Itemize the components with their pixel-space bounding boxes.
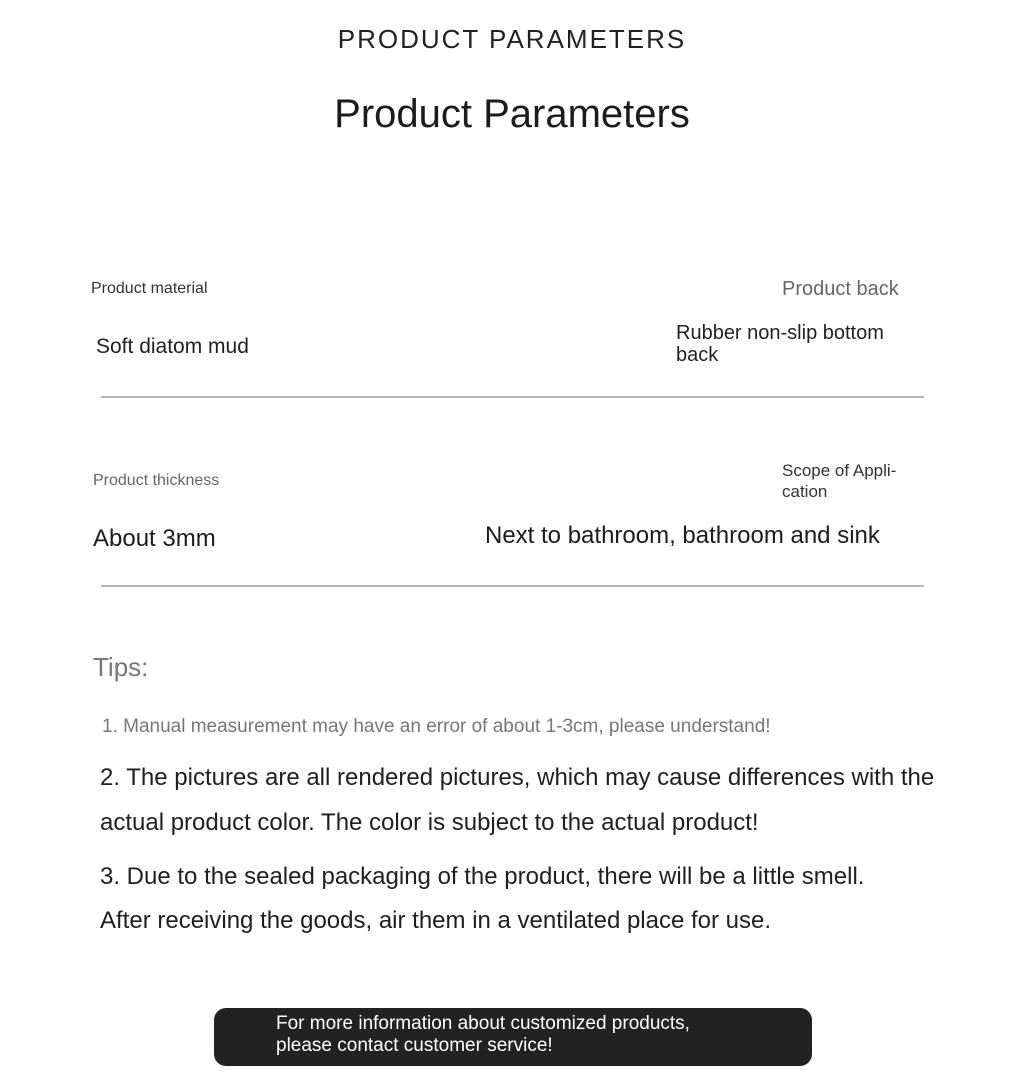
tips-title: Tips: <box>93 652 149 682</box>
divider <box>101 585 924 587</box>
divider <box>101 396 924 398</box>
material-value: Soft diatom mud <box>96 335 249 358</box>
scope-value: Next to bathroom, bathroom and sink <box>485 522 880 549</box>
tip-item-1: 1. Manual measurement may have an error of about 1-3cm, please understand! <box>102 716 771 737</box>
section-heading-small: PRODUCT PARAMETERS <box>337 24 687 54</box>
back-value: Rubber non-slip bottom back <box>676 322 884 366</box>
thickness-label: Product thickness <box>93 472 220 489</box>
tip-item-3: 3. Due to the sealed packaging of the product, there will be a little smell. After receiving the goods, air them in a ventilated place for use. <box>100 863 865 934</box>
back-label: Product back <box>782 278 899 300</box>
page-title: Product Parameters <box>334 92 690 136</box>
tip-item-2: 2. The pictures are all rendered pictures, which may cause differences with the actual product color. The color is subject to the actual product! <box>100 764 935 836</box>
contact-text: For more information about customized products, please contact customer service! <box>276 1013 690 1056</box>
material-label: Product material <box>91 280 208 297</box>
contact-banner <box>214 1008 812 1066</box>
scope-label: Scope of Appli-cation <box>782 461 897 501</box>
thickness-value: About 3mm <box>93 525 216 552</box>
